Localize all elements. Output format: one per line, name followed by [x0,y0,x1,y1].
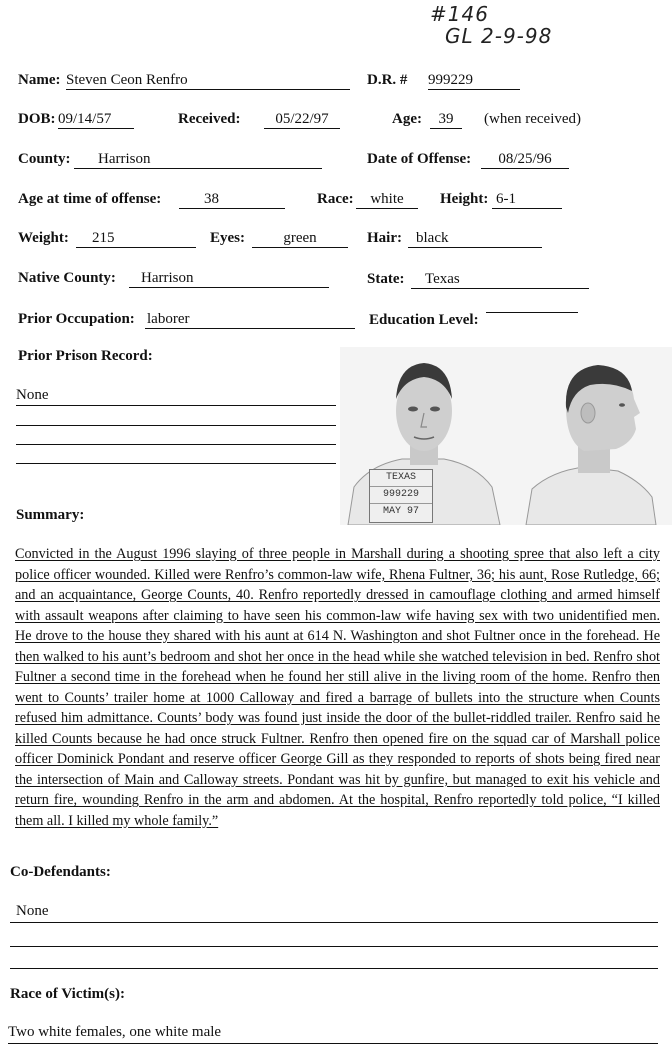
education-level-value [486,312,578,313]
placard-date: MAY 97 [382,506,419,517]
dr-number-value: 999229 [428,72,520,90]
mugshot-front [340,347,506,525]
age-at-offense-label: Age at time of offense: [18,191,162,207]
received-label: Received: [178,111,241,127]
handwritten-number: #146 [430,2,489,26]
race-label: Race: [317,191,354,207]
received-value: 05/22/97 [264,111,340,129]
date-of-offense-label: Date of Offense: [367,151,472,167]
date-of-offense-value: 08/25/96 [481,151,569,169]
weight-value: 215 [76,230,196,248]
prior-record-line [16,444,336,445]
id-placard [369,469,433,523]
education-level-label: Education Level: [369,312,479,328]
placard-state: TEXAS [370,470,432,487]
state-label: State: [367,271,405,287]
dob-value: 09/14/57 [58,111,134,129]
co-defendants-line [10,946,658,947]
native-county-label: Native County: [18,270,116,286]
state-value: Texas [411,271,589,289]
prior-record-line [16,425,336,426]
name-value: Steven Ceon Renfro [66,72,350,90]
mugshot-profile-figure [506,347,672,525]
age-at-offense-value: 38 [179,191,285,209]
name-label: Name: [18,72,61,88]
prior-prison-record-value: None [16,387,49,403]
age-value: 39 [430,111,462,129]
race-value: white [356,191,418,209]
race-of-victims-label: Race of Victim(s): [10,986,125,1002]
county-value: Harrison [74,151,322,169]
age-note: (when received) [484,111,582,127]
hair-label: Hair: [367,230,402,246]
county-label: County: [18,151,71,167]
age-label: Age: [392,111,422,127]
co-defendants-value: None [16,903,49,919]
dob-label: DOB: [18,111,56,127]
race-of-victims-value: Two white females, one white male [8,1024,222,1040]
prior-occupation-label: Prior Occupation: [18,311,135,327]
height-value: 6-1 [492,191,562,209]
eyes-value: green [252,230,348,248]
prior-record-line [16,405,336,406]
height-label: Height: [440,191,489,207]
handwritten-initials-date: GL 2-9-98 [445,24,553,48]
co-defendants-line [10,922,658,923]
placard-number: 999229 [370,487,432,504]
summary-label: Summary: [16,507,85,523]
prior-prison-record-label: Prior Prison Record: [18,348,153,364]
summary-text: Convicted in the August 1996 slaying of three people in Marshall during a shooting spree that also left a city police officer wounded. Killed were Renfro’s common-law wife, Rhena Fultner, 36; his aunt, Rose Rutledge, 66; and an acquaintance, George Counts, 40. Renfro reportedly dressed in camouflage clothing and armed himself with assault weapons after claiming to have seen his common-law wife having sex with two unidentified men. He drove to the house they shared with his aunt at 614 N. Washington and shot Fultner once in the forehead. He then walked to his aunt’s bedroom and shot her once in the head while she watched television in bed. Renfro shot Fultner a second time in the forehead when he found her still alive in the living room of the home. Renfro then went to Counts’ trailer home at 1000 Calloway and fired a barrage of bullets into the structure when Counts refused him admittance. Counts’ body was found just inside the door of the bullet-riddled trailer. Renfro said he killed Counts because he had once struck Fultner. Renfro then opened fire on the squad car of Marshall police officer Dominick Pondant and reserve officer George Gill as they responded to reports of shots being fired near the intersection of Main and Calloway streets. Pondant was hit by gunfire, but managed to exit his vehicle and return fire, wounding Renfro in the arm and abdomen. At the hospital, Renfro reportedly told police, “I killed them all. I killed my whole family.” [15,546,660,829]
race-of-victims-line [8,1043,658,1044]
prior-occupation-value: laborer [145,311,355,329]
hair-value: black [408,230,542,248]
co-defendants-label: Co-Defendants: [10,864,111,880]
co-defendants-line [10,968,658,969]
native-county-value: Harrison [129,270,329,288]
weight-label: Weight: [18,230,69,246]
mugshot-profile [506,347,672,525]
dr-number-label: D.R. # [367,72,408,88]
prior-record-line [16,463,336,464]
eyes-label: Eyes: [210,230,245,246]
